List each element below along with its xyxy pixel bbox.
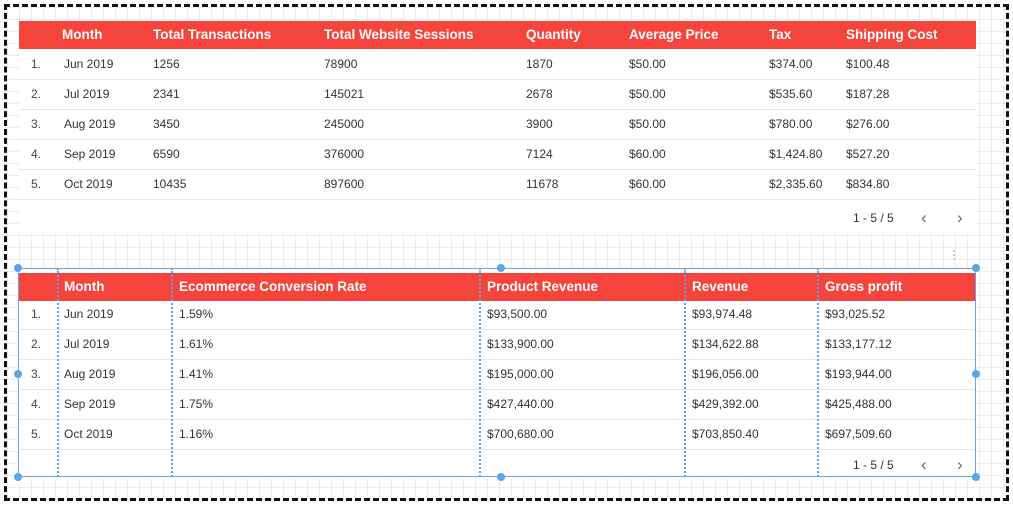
cell-gross-profit: $93,025.52 <box>825 307 886 321</box>
cell-product-revenue: $427,440.00 <box>487 397 554 411</box>
cell-quantity: 2678 <box>526 87 553 101</box>
cell-month: Oct 2019 <box>64 177 113 191</box>
chevron-right-icon[interactable]: › <box>957 455 963 474</box>
table-row[interactable] <box>19 419 976 450</box>
column-header-month[interactable]: Month <box>64 279 105 294</box>
row-index: 5. <box>31 177 42 191</box>
cell-shipping-cost: $100.48 <box>846 57 890 71</box>
table-row[interactable] <box>19 109 976 140</box>
cell-month: Aug 2019 <box>64 117 116 131</box>
cell-total-website-sessions: 897600 <box>324 177 365 191</box>
cell-gross-profit: $697,509.60 <box>825 427 892 441</box>
cell-ecommerce-conversion-rate: 1.75% <box>179 397 214 411</box>
cell-total-transactions: 10435 <box>153 177 187 191</box>
column-header-shipping-cost[interactable]: Shipping Cost <box>846 27 938 42</box>
table-row[interactable] <box>19 79 976 110</box>
pagination <box>853 455 973 478</box>
cell-total-transactions: 1256 <box>153 57 180 71</box>
cell-month: Sep 2019 <box>64 397 116 411</box>
cell-revenue: $134,622.88 <box>692 337 759 351</box>
cell-total-transactions: 6590 <box>153 147 180 161</box>
more-vertical-icon[interactable] <box>952 250 956 262</box>
cell-revenue: $429,392.00 <box>692 397 759 411</box>
cell-average-price: $50.00 <box>629 57 666 71</box>
column-header-quantity[interactable]: Quantity <box>526 27 581 42</box>
column-header-tax[interactable]: Tax <box>769 27 792 42</box>
cell-ecommerce-conversion-rate: 1.61% <box>179 337 214 351</box>
cell-total-website-sessions: 78900 <box>324 57 358 71</box>
row-index: 5. <box>31 427 42 441</box>
row-index: 2. <box>31 87 42 101</box>
chevron-right-icon[interactable]: › <box>957 208 963 227</box>
cell-revenue: $93,974.48 <box>692 307 753 321</box>
column-header-revenue[interactable]: Revenue <box>692 279 749 294</box>
cell-product-revenue: $195,000.00 <box>487 367 554 381</box>
cell-month: Sep 2019 <box>64 147 116 161</box>
chevron-left-icon[interactable]: ‹ <box>921 455 927 474</box>
cell-average-price: $50.00 <box>629 117 666 131</box>
row-index: 1. <box>31 57 42 71</box>
chevron-left-icon[interactable]: ‹ <box>921 208 927 227</box>
table-row[interactable] <box>19 359 976 390</box>
cell-product-revenue: $700,680.00 <box>487 427 554 441</box>
cell-gross-profit: $425,488.00 <box>825 397 892 411</box>
column-header-gross-profit[interactable]: Gross profit <box>825 279 903 294</box>
cell-total-transactions: 2341 <box>153 87 180 101</box>
cell-total-website-sessions: 145021 <box>324 87 365 101</box>
row-index: 4. <box>31 397 42 411</box>
cell-month: Jul 2019 <box>64 337 110 351</box>
cell-product-revenue: $133,900.00 <box>487 337 554 351</box>
row-index: 1. <box>31 307 42 321</box>
cell-average-price: $60.00 <box>629 147 666 161</box>
cell-quantity: 1870 <box>526 57 553 71</box>
cell-tax: $780.00 <box>769 117 813 131</box>
table-header <box>19 273 976 301</box>
table-header <box>19 21 976 49</box>
cell-ecommerce-conversion-rate: 1.41% <box>179 367 214 381</box>
cell-quantity: 11678 <box>526 177 559 191</box>
cell-quantity: 3900 <box>526 117 553 131</box>
table-row[interactable] <box>19 389 976 420</box>
row-index: 2. <box>31 337 42 351</box>
pagination <box>853 208 973 231</box>
cell-shipping-cost: $187.28 <box>846 87 890 101</box>
cell-tax: $1,424.80 <box>769 147 823 161</box>
table-row[interactable] <box>19 329 976 360</box>
table-row[interactable] <box>19 299 976 330</box>
cell-total-website-sessions: 376000 <box>324 147 365 161</box>
table-row[interactable] <box>19 169 976 200</box>
cell-revenue: $196,056.00 <box>692 367 759 381</box>
cell-ecommerce-conversion-rate: 1.59% <box>179 307 214 321</box>
cell-gross-profit: $133,177.12 <box>825 337 892 351</box>
cell-tax: $374.00 <box>769 57 813 71</box>
cell-tax: $2,335.60 <box>769 177 823 191</box>
cell-tax: $535.60 <box>769 87 813 101</box>
cell-product-revenue: $93,500.00 <box>487 307 548 321</box>
column-header-product-revenue[interactable]: Product Revenue <box>487 279 599 294</box>
table-row[interactable] <box>19 139 976 170</box>
pagination-label: 1 - 5 / 5 <box>853 211 894 225</box>
cell-shipping-cost: $276.00 <box>846 117 890 131</box>
cell-month: Jun 2019 <box>64 307 114 321</box>
cell-month: Oct 2019 <box>64 427 113 441</box>
cell-month: Aug 2019 <box>64 367 116 381</box>
cell-quantity: 7124 <box>526 147 553 161</box>
table-row[interactable] <box>19 49 976 80</box>
column-header-total-website-sessions[interactable]: Total Website Sessions <box>324 27 474 42</box>
cell-gross-profit: $193,944.00 <box>825 367 892 381</box>
cell-average-price: $50.00 <box>629 87 666 101</box>
cell-revenue: $703,850.40 <box>692 427 759 441</box>
cell-shipping-cost: $834.80 <box>846 177 890 191</box>
column-header-month[interactable]: Month <box>62 27 103 42</box>
column-header-total-transactions[interactable]: Total Transactions <box>153 27 272 42</box>
cell-shipping-cost: $527.20 <box>846 147 890 161</box>
row-index: 3. <box>31 117 42 131</box>
column-header-average-price[interactable]: Average Price <box>629 27 719 42</box>
cell-average-price: $60.00 <box>629 177 666 191</box>
cell-total-website-sessions: 245000 <box>324 117 365 131</box>
cell-month: Jun 2019 <box>64 57 114 71</box>
column-header-ecommerce-conversion-rate[interactable]: Ecommerce Conversion Rate <box>179 279 367 294</box>
cell-ecommerce-conversion-rate: 1.16% <box>179 427 214 441</box>
pagination-label: 1 - 5 / 5 <box>853 458 894 472</box>
cell-month: Jul 2019 <box>64 87 110 101</box>
row-index: 4. <box>31 147 42 161</box>
row-index: 3. <box>31 367 42 381</box>
cell-total-transactions: 3450 <box>153 117 180 131</box>
data-table-revenue[interactable] <box>19 268 976 478</box>
data-table-transactions[interactable] <box>19 21 976 233</box>
